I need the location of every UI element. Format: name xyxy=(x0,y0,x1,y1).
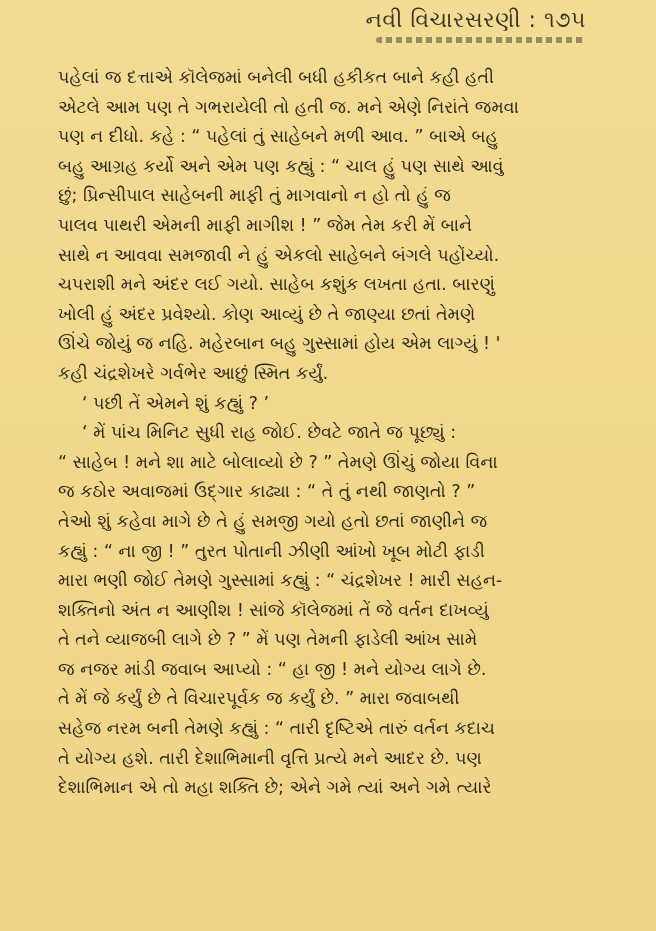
text-line: દેશાભિમાન એ તો મહા શક્તિ છે; એને ગમે ત્યાં અને ગમે ત્યારે xyxy=(58,778,492,799)
text-line: સહેજ નરમ બની તેમણે કહ્યું : “ તારી દૃષ્ટિએ તારું વર્તન કદાચ xyxy=(58,719,495,740)
text-line: ‘ પછી તેં એમને શું કહ્યું ? ’ xyxy=(82,393,270,414)
text-line: પણ ન દીધો. કહે : “ પહેલાં તું સાહેબને મળી આવ. ” બાએ બહુ xyxy=(58,127,498,148)
text-line: તેઓ શું કહેવા માગે છે તે હું સમજી ગયો હતો છતાં જાણીને જ xyxy=(58,511,488,532)
text-line: કહી ચંદ્રશેખરે ગર્વભેર આછું સ્મિત કર્યું. xyxy=(58,363,329,384)
text-line: ઊંચે જોયું જ નહિ. મહેરબાન બહુ ગુસ્સામાં હોય એમ લાગ્યું ! ' xyxy=(58,334,501,355)
text-line: તે તને વ્યાજબી લાગે છે ? ” મેં પણ તેમની ફાડેલી આંખ સામે xyxy=(58,630,478,651)
text-line: સાથે ન આવવા સમજાવી ને હું એકલો સાહેબને બંગલે પહોંચ્યો. xyxy=(58,245,500,266)
header-wavy-rule xyxy=(376,37,586,43)
text-line: તે યોગ્ય હશે. તારી દેશાભિમાની વૃત્તિ પ્રત્યે મને આદર છે. પણ xyxy=(58,748,482,769)
text-line: જ નજર માંડી જવાબ આપ્યો : “ હા જી ! મને યોગ્ય લાગે છે. xyxy=(58,659,487,680)
text-line: પાલવ પાથરી એમની માફી માગીશ ! ” જેમ તેમ કરી મેં બાને xyxy=(58,215,473,236)
text-line: મારા ભણી જોઈ તેમણે ગુસ્સામાં કહ્યું : “ ચંદ્રશેખર ! મારી સહન- xyxy=(58,571,503,592)
text-line: છું; પ્રિન્સીપાલ સાહેબની માફી તું માગવાનો ન હો તો હું જ xyxy=(58,186,451,207)
text-line: જ કઠોર અવાજમાં ઉદ્ગાર કાઢ્યા : “ તે તું નથી જાણતો ? ” xyxy=(58,482,476,503)
page-body-text xyxy=(58,64,614,804)
text-line: પહેલાં જ દત્તાએ કૉલેજમાં બનેલી બધી હકીકત બાને કહી હતી xyxy=(58,68,495,88)
text-line: બહુ આગ્રહ કર્યો અને એમ પણ કહ્યું : “ ચાલ હું પણ સાથે આવું xyxy=(58,156,504,177)
header-title: નવી વિચારસરણી : ૧૭૫ xyxy=(365,8,586,33)
text-line: ‘ મેં પાંચ મિનિટ સુધી રાહ જોઈ. છેવટે જાતે જ પૂછ્યું : xyxy=(82,423,457,444)
text-line: શક્તિનો અંત ન આણીશ ! સાંજે કૉલેજમાં તેં જે વર્તન દાખવ્યું xyxy=(58,600,489,621)
text-line: “ સાહેબ ! મને શા માટે બોલાવ્યો છે ? ” તેમણે ઊંચું જોયા વિના xyxy=(58,452,498,473)
text-line: ચપરાશી મને અંદર લઈ ગયો. સાહેબ કશુંક લખતા હતા. બારણું xyxy=(58,275,495,296)
running-header xyxy=(365,8,586,43)
text-line: ખોલી હું અંદર પ્રવેશ્યો. કોણ આવ્યું છે તે જાણ્યા છતાં તેમણે xyxy=(58,304,476,325)
text-line: એટલે આમ પણ તે ગભરાયેલી તો હતી જ. મને એણે નિરાંતે જમવા xyxy=(58,97,519,118)
text-line: તે મેં જે કર્યું છે તે વિચારપૂર્વક જ કર્યું છે. ” મારા જવાબથી xyxy=(58,689,460,710)
text-line: કહ્યું : “ ના જી ! ” તુરત પોતાની ઝીણી આંખો ખૂબ મોટી ફાડી xyxy=(58,541,485,562)
